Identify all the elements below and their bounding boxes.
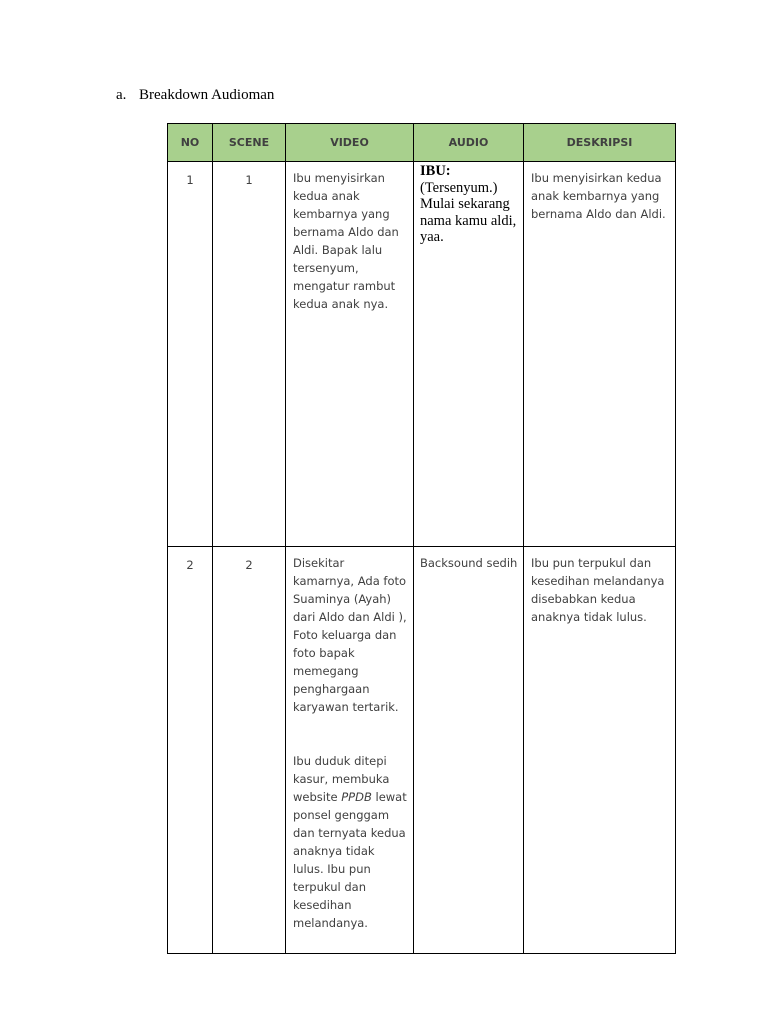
header-deskripsi: DESKRIPSI [524,124,676,162]
video-paragraph-2 [293,754,407,930]
cell-deskripsi [524,162,676,547]
breakdown-table [167,123,676,954]
deskripsi-text: Ibu menyisirkan kedua anak kembarnya yang bernama Aldo dan Aldi. [531,171,666,221]
header-no: NO [168,124,213,162]
cell-no: 1 [168,162,213,547]
audio-text: Backsound sedih [420,556,518,570]
deskripsi-text: Ibu pun terpukul dan kesedihan melandanya disebabkan kedua anaknya tidak lulus. [531,556,665,624]
table-row [168,547,676,954]
video-paragraph-1: Disekitar kamarnya, Ada foto Suaminya (Ayah) dari Aldo dan Aldi ), Foto keluarga dan foto bapak memegang penghargaan karyawan tertarik. [293,556,407,714]
audio-line: (Tersenyum.) Mulai sekarang nama kamu aldi, yaa. [420,179,517,245]
cell-audio [414,547,524,954]
section-title: Breakdown Audioman [139,87,275,103]
audio-dialogue [414,162,523,246]
video-text: Ibu menyisirkan kedua anak kembarnya yang bernama Aldo dan Aldi. Bapak lalu tersenyum, mengatur rambut kedua anak nya. [293,171,399,311]
cell-video [286,162,414,547]
table-header-row [168,124,676,162]
cell-video [286,547,414,954]
cell-deskripsi [524,547,676,954]
header-video: VIDEO [286,124,414,162]
cell-audio [414,162,524,547]
video-paragraph-2-end: lewat ponsel genggam dan ternyata kedua anaknya tidak lulus. Ibu pun terpukul dan kesedihan melandanya. [293,790,407,930]
video-text [286,547,413,932]
ppdb-term: PPDB [341,790,372,804]
list-marker: a. [116,87,127,103]
cell-scene: 1 [213,162,286,547]
cell-scene: 2 [213,547,286,954]
video-paragraph-2-start: Ibu duduk ditepi kasur, membuka website [293,754,390,804]
header-scene: SCENE [213,124,286,162]
header-audio: AUDIO [414,124,524,162]
table-row [168,162,676,547]
audio-speaker: IBU: [420,163,451,179]
cell-no: 2 [168,547,213,954]
section-heading [116,87,274,104]
